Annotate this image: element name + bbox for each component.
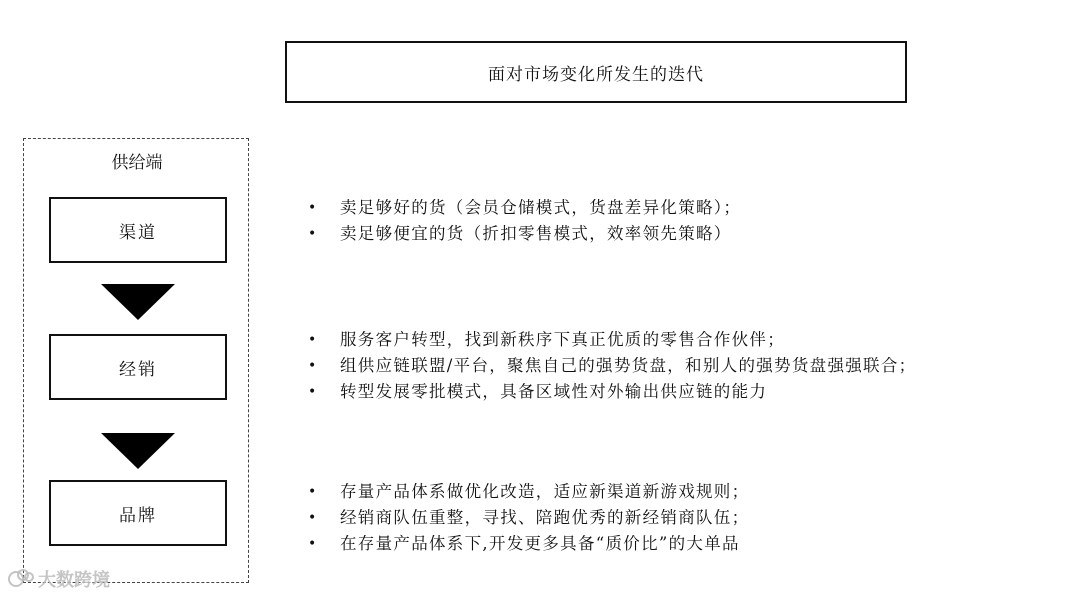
node-channel-label: 渠道 xyxy=(119,222,157,243)
diagram-title-box xyxy=(285,41,907,103)
distribution-bullet-list xyxy=(300,327,916,405)
list-item: • 卖足够便宜的货（折扣零售模式，效率领先策略） xyxy=(300,221,741,247)
bullet-icon: • xyxy=(308,226,318,242)
list-item: • 存量产品体系做优化改造，适应新渠道新游戏规则； xyxy=(300,479,749,505)
bullet-icon: • xyxy=(308,332,318,348)
bullet-icon: • xyxy=(308,536,318,552)
bullet-icon: • xyxy=(308,510,318,526)
supply-side-panel xyxy=(23,138,249,583)
list-item: • 在存量产品体系下,开发更多具备“质价比”的大单品 xyxy=(300,531,749,557)
diagram-title: 面对市场变化所发生的迭代 xyxy=(488,64,704,85)
channel-bullet-list xyxy=(300,195,741,247)
bullet-icon: • xyxy=(308,358,318,374)
node-brand xyxy=(49,480,227,546)
brand-logo-icon xyxy=(8,569,34,589)
supply-side-label: 供给端 xyxy=(111,153,163,173)
node-brand-label: 品牌 xyxy=(119,505,157,526)
down-arrow-icon xyxy=(101,284,175,320)
node-distribution-label: 经销 xyxy=(119,359,157,380)
bullet-icon: • xyxy=(308,484,318,500)
watermark xyxy=(8,566,110,592)
list-item: • 组供应链联盟/平台，聚焦自己的强势货盘，和别人的强势货盘强强联合； xyxy=(300,353,916,379)
watermark-text: 大数跨境 xyxy=(38,570,110,591)
bullet-icon: • xyxy=(308,200,318,216)
brand-bullet-list xyxy=(300,479,749,557)
node-channel xyxy=(49,197,227,263)
list-item: • 卖足够好的货（会员仓储模式，货盘差异化策略）； xyxy=(300,195,741,221)
list-item: • 经销商队伍重整，寻找、陪跑优秀的新经销商队伍； xyxy=(300,505,749,531)
down-arrow-icon xyxy=(101,433,175,469)
node-distribution xyxy=(49,334,227,400)
bullet-icon: • xyxy=(308,384,318,400)
list-item: • 服务客户转型，找到新秩序下真正优质的零售合作伙伴； xyxy=(300,327,916,353)
list-item: • 转型发展零批模式，具备区域性对外输出供应链的能力 xyxy=(300,379,916,405)
